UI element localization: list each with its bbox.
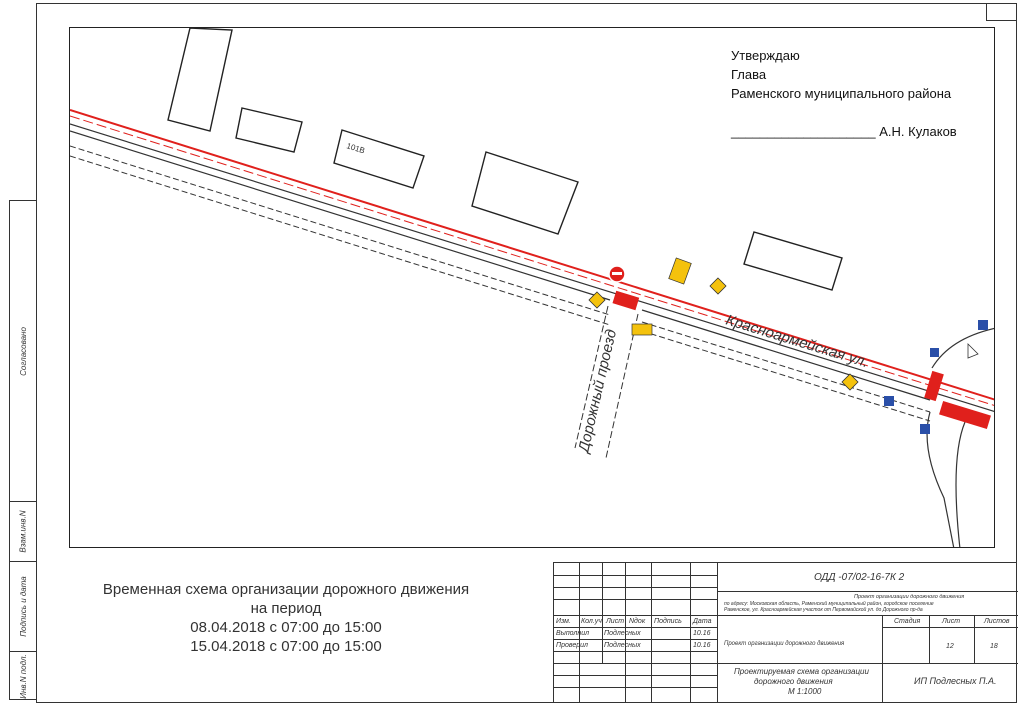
approval-signature: [731, 122, 957, 141]
building-number: 101В: [345, 141, 366, 156]
header-podp: Подпись: [654, 618, 682, 625]
stage-label: Стадия: [894, 618, 921, 625]
sheet-value: 12: [946, 643, 954, 650]
signatory-name: А.Н. Кулаков: [879, 124, 957, 139]
street-label: Красноармейская ул.: [723, 311, 871, 372]
approval-position: Глава: [731, 67, 767, 82]
no-entry-bar: [612, 272, 622, 275]
side-label-inv-number: Инв.N подл.: [19, 653, 28, 699]
building: [744, 232, 842, 290]
drawing-title-2: дорожного движения: [754, 677, 833, 686]
company-name: ИП Подлесных П.А.: [914, 676, 997, 686]
row2-name: Подлесных: [604, 642, 641, 649]
direction-sign-icon: [884, 396, 894, 406]
row2-date: 10.16: [693, 642, 711, 649]
side-strip: [9, 200, 36, 700]
building: [334, 130, 424, 188]
header-izm: Изм.: [556, 618, 571, 625]
road-closure-barrier: [612, 291, 639, 310]
building: [236, 108, 302, 152]
direction-sign-icon: [920, 424, 930, 434]
address-line-1: по адресу: Московская область, Раменский муниципальный район, городское поселение: [724, 601, 934, 607]
row1-date: 10.16: [693, 630, 711, 637]
building: [168, 28, 232, 131]
drawing-title-1: Проектируемая схема организации: [734, 667, 869, 676]
header-data: Дата: [693, 618, 712, 625]
side-label-replacement: Взам.инв.N: [19, 509, 28, 553]
doc-code: ОДД -07/02-16-7К 2: [814, 572, 905, 583]
caption-period-2: 15.04.2018 с 07:00 до 15:00: [190, 638, 382, 655]
approval-block: [731, 46, 957, 141]
section-title: Проект организации дорожного движения: [724, 641, 845, 647]
direction-sign-icon: [978, 320, 988, 330]
header-ndok: Nдок: [629, 618, 646, 625]
row2-role: Проверил: [556, 642, 588, 649]
sheets-value: 18: [990, 643, 998, 650]
yield-sign-icon: [968, 344, 978, 358]
header-list: Лист: [606, 618, 625, 625]
row1-role: Выполнил: [556, 630, 590, 637]
building: [472, 152, 578, 234]
project-title: Проект организации дорожного движения: [854, 594, 965, 600]
sheet-corner-box: [986, 3, 1017, 21]
road-closure-barrier: [924, 371, 944, 401]
caption-period-1: 08.04.2018 с 07:00 до 15:00: [190, 619, 382, 636]
caption-period-label: на период: [250, 600, 322, 617]
row1-name: Подлесных: [604, 630, 641, 637]
approval-organization: Раменского муниципального района: [731, 86, 952, 101]
side-label-signature-date: Подпись и дата: [19, 575, 29, 637]
address-line-2: Раменское, ул. Красноармейская участок от Первомайской ул. до Дорожного пр-да: [724, 607, 923, 613]
sheets-label: Листов: [984, 618, 1010, 625]
signature-line: ____________________: [731, 124, 876, 139]
caption-title: Временная схема организации дорожного движения: [102, 581, 470, 598]
side-road-label: Дорожный проезд: [575, 327, 621, 454]
detour-sign-icon: [632, 324, 652, 335]
drawing-scale: М 1:1000: [788, 687, 822, 696]
title-block: [553, 562, 1017, 703]
priority-road-sign-icon: [710, 278, 726, 294]
sheet-label: Лист: [942, 618, 961, 625]
detour-sign-icon: [669, 258, 692, 284]
road-closure-barrier: [939, 401, 991, 429]
side-label-agreed: Согласовано: [19, 326, 29, 376]
approval-spacer: [731, 103, 957, 122]
scheme-caption: [66, 580, 506, 656]
approval-title: Утверждаю: [731, 48, 800, 63]
direction-sign-icon: [930, 348, 939, 357]
header-kol: Кол.уч: [581, 618, 602, 625]
